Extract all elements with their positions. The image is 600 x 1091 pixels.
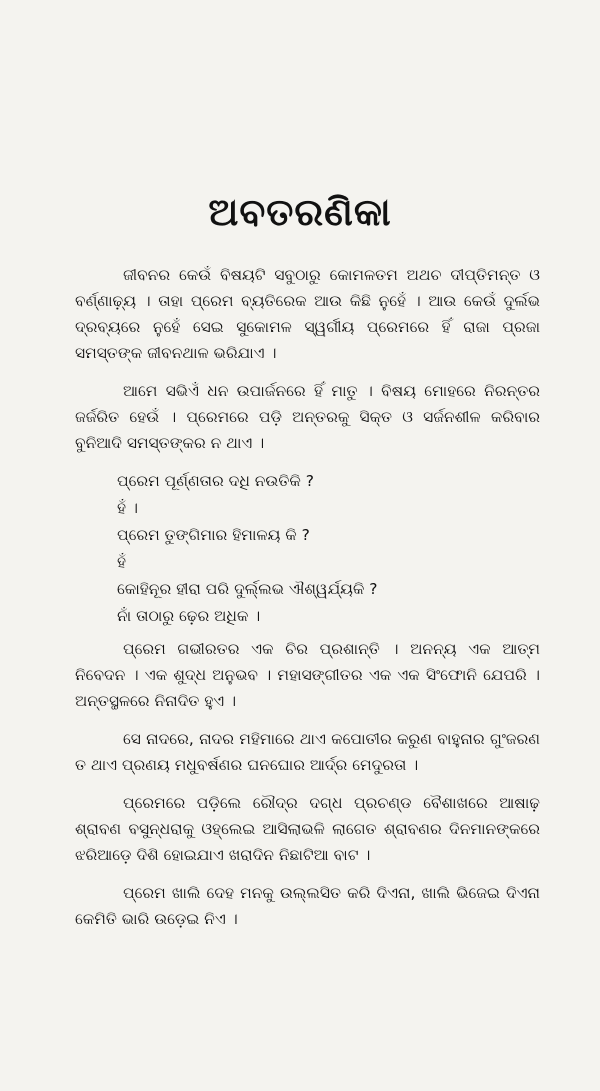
paragraph-3: ପ୍ରେମ ଗଭୀରତର ଏକ ଚିର ପ୍ରଶାନ୍ତି । ଅନନ୍ୟ ଏକ ଆତ୍ମ ନିବେଦନ । ଏକ ଶୁଦ୍ଧ ଅନୁଭବ । ମହାସଙ୍ଗୀତର ଏକ ଏକ ସିଂଫୋନି ଯେପରି । ଅନ୍ତସ୍ଥଳରେ ନିନାଦିତ ହୁଏ । [75,640,540,710]
paragraph-1: ଜୀବନର କେଉଁ ବିଷୟଟି ସବୁଠାରୁ କୋମଳତମ ଅଥଚ ଦୀପ୍ତିମନ୍ତ ଓ ବର୍ଣ୍ଣାଢ଼୍ୟ । ତାହା ପ୍ରେମ ବ୍ୟତିରେକ ଆଉ କିଛି ନୁହେଁ । ଆଉ କେଉଁ ଦୁର୍ଲଭ ଦ୍ରବ୍ୟରେ ନୁହେଁ ସେଇ ସୁକୋମଳ ସ୍ୱର୍ଗୀୟ ପ୍ରେମରେ ହିଁ ରାଜା ପ୍ରଜା ସମସ୍ତଙ୍କ ଜୀବନଥାଳ ଭରିଯାଏ । [75,266,540,362]
dialog-line-2: ହଁ । [117,499,138,517]
paragraph-4: ସେ ନାଦରେ, ନାଦର ମହିମାରେ ଥାଏ କପୋତୀର କରୁଣ ବାହୁନାର ଗୁଂଜରଣ ତ ଥାଏ ପ୍ରଣୟ ମଧୁବର୍ଷଣର ଘନଘୋର ଆର୍ଦ୍ର ମେଦୁରତା । [75,730,540,774]
dialog-line-5: କୋହିନୂର ହୀରା ପରି ଦୁର୍ଲ୍ଲଭ ଐଶ୍ୱର୍ଯ୍ୟକି ? [117,580,378,598]
dialog-line-4: ହଁ [117,553,127,571]
dialog-line-6: ନାଁ ତାଠାରୁ ଢ଼େର ଅଧିକ । [117,607,261,625]
paragraph-2: ଆମେ ସଭିଏଁ ଧନ ଉପାର୍ଜନରେ ହିଁ ମାତୁ । ବିଷୟ ମୋହରେ ନିରନ୍ତର ଜର୍ଜରିତ ହେଉଁ । ପ୍ରେମରେ ପଡ଼ି ଅନ୍ତରକୁ ସିକ୍ତ ଓ ସର୍ଜନଶୀଳ କରିବାର ବୁନିଆଦି ସମସ୍ତଙ୍କର ନ ଥାଏ । [75,382,540,452]
page-title: ଅବତରଣିକା [208,190,392,234]
paragraph-6: ପ୍ରେମ ଖାଲି ଦେହ ମନକୁ ଉଲ୍ଲସିତ କରି ଦିଏନା, ଖାଲି ଭିଜେଇ ଦିଏନା କେମିତି ଭାରି ଉଡ଼େଇ ନିଏ । [75,884,540,928]
paragraph-5: ପ୍ରେମରେ ପଡ଼ିଲେ ରୌଦ୍ର ଦଗ୍ଧ ପ୍ରଚଣ୍ଡ ବୈଶାଖରେ ଆଷାଢ଼ ଶ୍ରାବଣ ବସୁନ୍ଧରାକୁ ଓହ୍ଲେଇ ଆସିଲାଭଳି ଲାଗେତ ଶ୍ରାବଣର ଦିନମାନଙ୍କରେ ଝରିଆଡ଼େ ଦିଶି ହୋଇଯାଏ ଖରାଦିନ ନିଛାଟିଆ ବାଟ । [75,794,540,864]
body-text [75,262,540,944]
dialog-line-1: ପ୍ରେମ ପୂର୍ଣ୍ଣତାର ଦଧି ନଉତିକି ? [117,472,314,490]
dialog-line-3: ପ୍ରେମ ତୁଙ୍ଗିମାର ହିମାଳୟ କି ? [117,526,310,544]
